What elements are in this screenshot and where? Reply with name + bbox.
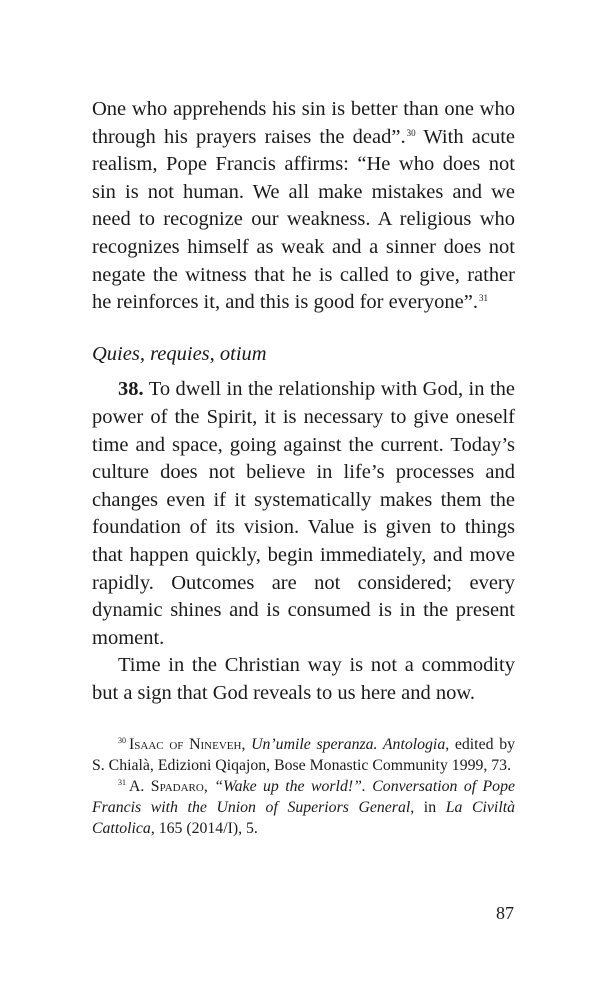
footnote-title: “Wake up the world!”. Conversation of Pope Francis with the Union of Superiors General [92, 778, 515, 816]
paragraph-text: One who apprehends his sin is better than one who through his prayers raises the dead”. [92, 98, 515, 148]
footnote-reference[interactable]: 31 [478, 293, 488, 304]
paragraph-text: To dwell in the relationship with God, in the power of the Spirit, it is necessary to give oneself time and space, going against the current. Today’s culture does not believe in life’s processes and changes even if it systematically makes them the foundation of its vision. Value is given to things that happen quickly, begin immediately, and move rapidly. Outcomes are not considered; every dynamic shines and is consumed is in the present moment. [92, 378, 515, 649]
paragraph [92, 652, 515, 707]
footnote-31: $^{31}$ A. Spadaro, “Wake up the world!”. Conversation of Pope Francis with the Union of Superiors General, in La Civiltà Cattolica, 165 (2014/I), 5. [92, 778, 515, 837]
footnote-text: , edited by S. Chialà, Edizioni Qiqajon, Bose Monastic Community 1999, 73. [92, 736, 515, 775]
footnote-number: 30 [118, 736, 126, 746]
footnote-title: Un’umile speranza. Antologia [251, 736, 446, 754]
footnotes [92, 735, 515, 839]
paragraph-number: 38. [118, 378, 144, 401]
footnote-number: 31 [118, 778, 126, 788]
footnote-reference[interactable]: 30 [406, 127, 416, 138]
paragraph-text: Time in the Christian way is not a commodity but a sign that God reveals to us here and now. [92, 654, 515, 704]
paragraph-text-continued: With acute realism, Pope Francis affirms: “He who does not sin is not human. We all make mistakes and we need to recognize our weakness. A religious who recognizes himself as weak and a sinner does not negate the witness that he is called to give, rather he reinforces it, and this is good for everyone”. [92, 125, 516, 314]
footnote-text: , 165 (2014/I), 5. [150, 819, 258, 837]
page-number: 87 [496, 903, 514, 923]
footnote-30: $^{30}$ Isaac of Nineveh, Un’umile speranza. Antologia, edited by S. Chialà, Edizioni Qiqajon, Bose Monastic Community 1999, 73. [92, 736, 515, 775]
footnote-text: , in [410, 798, 446, 816]
footnote-journal: La Civiltà Cattolica [92, 798, 515, 837]
page-content [92, 96, 515, 839]
paragraph-continuation [92, 96, 515, 317]
footnote-author: Spadaro [150, 778, 204, 796]
footnote-author-prefix: A. [129, 778, 151, 796]
section-heading: Quies, requies, otium [92, 342, 267, 365]
paragraph-38 [92, 376, 515, 652]
footnote-author: Isaac of Nineveh [129, 736, 242, 754]
